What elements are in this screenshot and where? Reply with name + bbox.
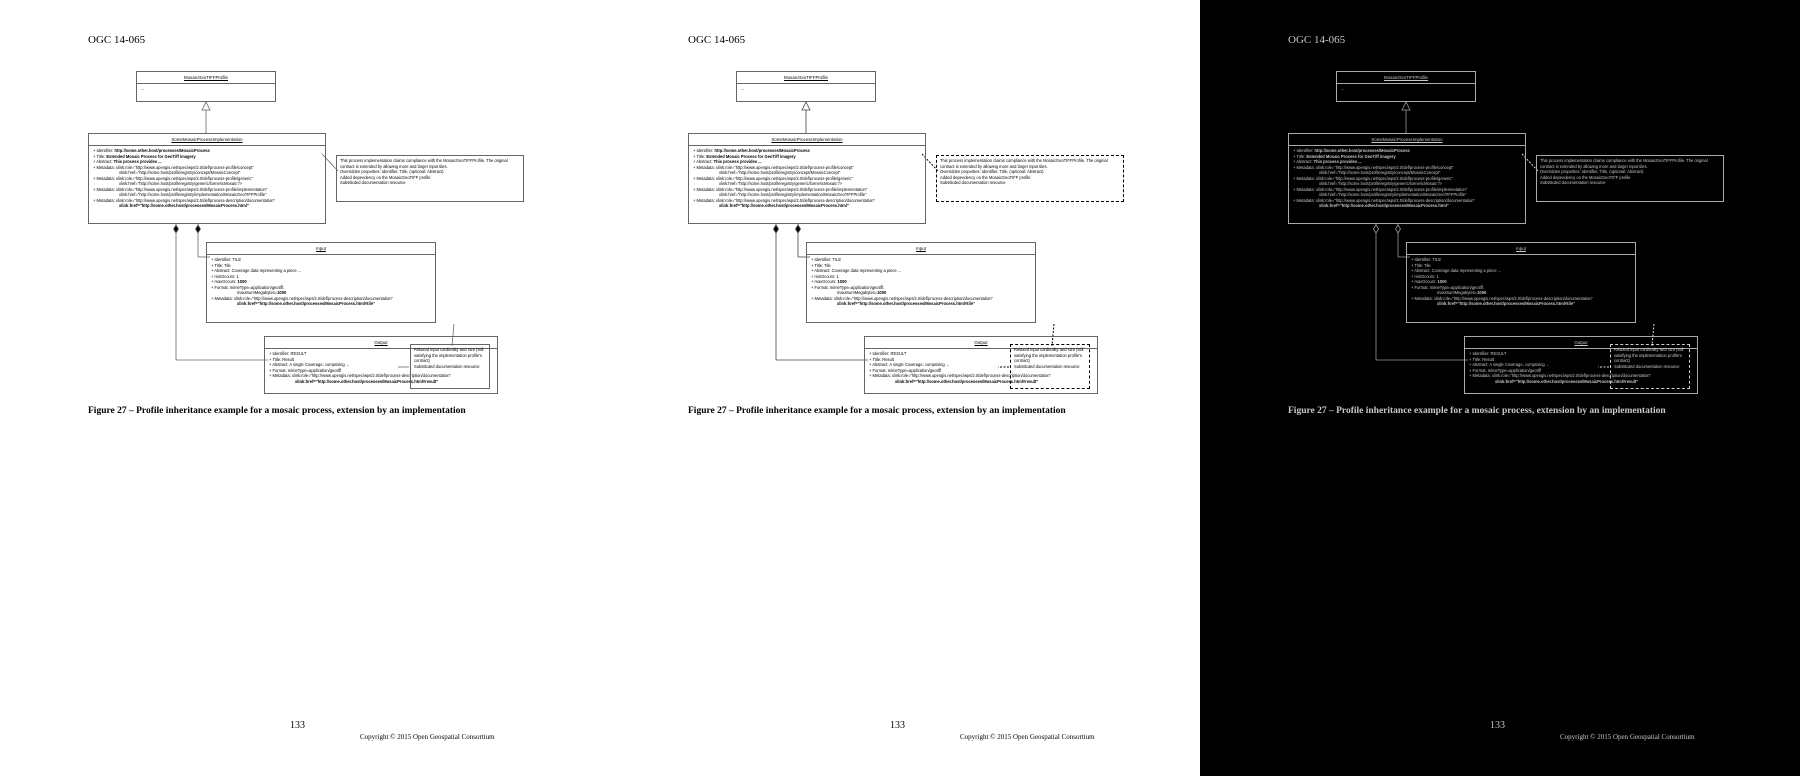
attribute-text: + Metadata: xlink:role="http://www.opengis.net/spec/wps/2.0/def/process-description/documentation"	[93, 197, 275, 203]
attribute-value: http://some.other.host/processes/MosaicProcess	[1314, 148, 1410, 153]
compliance-note	[336, 155, 524, 202]
attribute-text: + Title: Result	[869, 356, 894, 362]
input-class-body	[807, 255, 1035, 309]
note-line: Added dependency on the MosaicGeoTIFF profile	[340, 174, 431, 180]
uml-diagram	[84, 66, 514, 406]
figure-caption: Figure 27 – Profile inheritance example for a mosaic process, extension by an implementation	[88, 406, 466, 416]
attribute-text: + Metadata: xlink:role="http://www.opengis.net/spec/wps/2.0/def/process-description/documentation"	[1293, 197, 1475, 203]
attribute-value: Extended Mosaic Process for GeoTiff imagery	[1306, 153, 1396, 159]
compliance-note	[936, 155, 1124, 202]
attribute-text: xlink:href="http://some.host/profileregistry/concept/MosaicConcept"	[119, 170, 241, 175]
input-class-title: Input	[1407, 243, 1635, 255]
attribute-text: + Identifier: TILE	[1411, 257, 1442, 262]
attribute-text: + Title:	[93, 153, 107, 159]
note-line: This process implementation claims compliance with the MosaicGeoTIFFProfile. The original contract is extended by allowing more and larger input tiles.	[1540, 158, 1708, 169]
class-attribute-line	[811, 301, 1031, 307]
attribute-text: + Title: Result	[269, 356, 294, 362]
attribute-text: + maxOccurs:	[1411, 279, 1438, 284]
page-header: OGC 14-065	[1288, 34, 1346, 46]
profile-class-title: MosaicGeoTIFFProfile	[137, 72, 275, 84]
note-line: Added dependency on the MosaicGeoTIFF profile	[1540, 174, 1631, 180]
implementation-class-title: SomeMosaicProcessImplementation	[1289, 134, 1525, 146]
attribute-text: + Identifier:	[693, 148, 715, 153]
relaxed-input-note	[410, 344, 490, 389]
attribute-value: xlink:href="http://some.other.host/processes/MosaicProcess.html#tile"	[837, 301, 975, 306]
attribute-text: xlink:href="http://some.host/profileregistry/generic/GenericMosaic"/>	[1319, 181, 1443, 186]
attribute-value: 1000	[237, 279, 247, 284]
page-number: 133	[1490, 720, 1505, 731]
note-line: Overridden properties: Identifier, Title, (optional: Abstract)	[340, 169, 444, 174]
page-header: OGC 14-065	[88, 34, 146, 46]
attribute-value: 1000	[877, 290, 887, 295]
attribute-text: + Metadata: xlink:role="http://www.opengis.net/spec/wps/2.0/def/process-description/documentation"	[811, 295, 993, 301]
note-line: Relaxed input cardinality and size (still satisfying the implementation profile's contract)	[414, 347, 484, 363]
page-number: 133	[290, 720, 305, 731]
attribute-text: + Abstract: A single Coverage, comprising ...	[869, 362, 950, 367]
input-class-body	[1407, 255, 1635, 309]
attribute-text: + Metadata: xlink:role="http://www.opengis.net/spec/wps/2.0/def/process-description/documentation"	[1469, 373, 1651, 378]
attribute-value: http://some.other.host/processes/MosaicProcess	[114, 148, 210, 153]
attribute-text: + Identifier: RESULT	[1469, 351, 1507, 356]
page-number: 133	[890, 720, 905, 731]
copyright: Copyright © 2015 Open Geospatial Consortium	[1560, 733, 1695, 741]
copyright: Copyright © 2015 Open Geospatial Consortium	[960, 733, 1095, 741]
note-line: Substituted documentation resource	[1540, 180, 1606, 185]
attribute-text: + Title:	[1293, 153, 1307, 159]
profile-class-title: MosaicGeoTIFFProfile	[1337, 72, 1475, 84]
compliance-note	[1536, 155, 1724, 202]
attribute-value: http://some.other.host/processes/MosaicProcess	[714, 148, 810, 153]
attribute-value: xlink:href="http://some.other.host/processes/MosaicProcess.html#result"	[1495, 378, 1639, 384]
class-attribute-line	[1411, 301, 1631, 307]
attribute-text: + Format: mimeType=application/geotiff,	[211, 284, 284, 290]
note-line: Overridden properties: Identifier, Title, (optional: Abstract)	[1540, 169, 1644, 174]
input-class-body	[207, 255, 435, 309]
attribute-text: xlink:href="http://some.host/profileregistry/generic/GenericMosaic"/>	[119, 181, 243, 186]
attribute-value: xlink:href="http://some.other.host/processes/MosaicProcess.html#tile"	[237, 301, 375, 306]
page-panel-original	[0, 0, 600, 776]
implementation-class-box	[88, 133, 326, 224]
attribute-value: 1000	[277, 290, 287, 295]
note-line: Substituted documentation resource	[414, 363, 480, 369]
attribute-text: + Format: mimeType=application/geotiff	[869, 367, 941, 373]
implementation-class-box	[688, 133, 926, 224]
attribute-text: maximumMegabytes=	[837, 290, 878, 295]
attribute-text: + minOccurs: 1	[811, 273, 839, 279]
attribute-text: + Title: Tile	[1411, 262, 1431, 268]
attribute-text: + Metadata: xlink:role="http://www.opengis.net/spec/wps/2.0/def/process-profile/concept"	[1293, 164, 1454, 170]
uml-diagram	[684, 66, 1114, 406]
page-header: OGC 14-065	[688, 34, 746, 46]
attribute-text: + Identifier:	[1293, 148, 1315, 153]
attribute-value: Extended Mosaic Process for GeoTiff imagery	[106, 153, 196, 159]
attribute-value: 1000	[1477, 290, 1487, 295]
class-attribute-line	[211, 301, 431, 307]
profile-class-body: ...	[741, 86, 745, 91]
note-line: Relaxed input cardinality and size (still satisfying the implementation profile's contract)	[1614, 347, 1684, 363]
output-class-title: Output	[265, 337, 497, 349]
attribute-text: + Abstract: Coverage data representing a piece ...	[211, 268, 302, 273]
attribute-text: + Metadata: xlink:role="http://www.opengis.net/spec/wps/2.0/def/process-description/documentation"	[269, 373, 451, 378]
attribute-text: + minOccurs: 1	[211, 273, 239, 279]
attribute-text: + Metadata: xlink:role="http://www.opengis.net/spec/wps/2.0/def/process-description/documentation"	[693, 197, 875, 203]
attribute-text: + Metadata: xlink:role="http://www.opengis.net/spec/wps/2.0/def/process-profile/generic"	[93, 175, 253, 181]
attribute-value: 1000	[1437, 279, 1447, 284]
attribute-text: + Metadata: xlink:role="http://www.opengis.net/spec/wps/2.0/def/process-description/documentation"	[869, 373, 1051, 378]
uml-diagram	[1284, 66, 1714, 406]
attribute-text: + Title:	[693, 153, 707, 159]
attribute-text: + Abstract: Coverage data representing a piece ...	[811, 268, 902, 273]
relaxed-input-note	[1610, 344, 1690, 389]
implementation-class-body	[89, 146, 325, 211]
attribute-text: + Abstract:	[93, 159, 114, 164]
attribute-text: + Abstract: Coverage data representing a piece ...	[1411, 268, 1502, 273]
page-panel-reconstruction	[600, 0, 1200, 776]
attribute-text: xlink:href="http://some.host/profileregistry/concept/MosaicConcept"	[1319, 170, 1441, 175]
implementation-class-body	[689, 146, 925, 211]
attribute-text: maximumMegabytes=	[237, 290, 278, 295]
attribute-text: + Identifier: RESULT	[269, 351, 307, 356]
note-line: Relaxed input cardinality and size (still satisfying the implementation profile's contract)	[1014, 347, 1084, 363]
attribute-text: + Format: mimeType=application/geotiff	[269, 367, 341, 373]
attribute-text: + Title: Result	[1469, 356, 1494, 362]
attribute-text: + Title: Tile	[211, 262, 231, 268]
attribute-text: + Metadata: xlink:role="http://www.opengis.net/spec/wps/2.0/def/process-description/documentation"	[211, 295, 393, 301]
note-line: Substituted documentation resource	[1614, 363, 1680, 369]
attribute-text: + Metadata: xlink:role="http://www.opengis.net/spec/wps/2.0/def/process-profile/implementation"	[93, 186, 268, 192]
implementation-class-box	[1288, 133, 1526, 224]
attribute-text: + Metadata: xlink:role="http://www.opengis.net/spec/wps/2.0/def/process-description/documentation"	[1411, 295, 1593, 301]
class-attribute-line	[1293, 203, 1521, 209]
attribute-text: + Identifier:	[93, 148, 115, 153]
figure-caption: Figure 27 – Profile inheritance example for a mosaic process, extension by an implementation	[688, 406, 1066, 416]
attribute-value: xlink:href="http://some.other.host/processes/MosaicProcess.html"	[1319, 203, 1449, 208]
attribute-text: + Abstract:	[1293, 159, 1314, 164]
attribute-text: maximumMegabytes=	[1437, 290, 1478, 295]
input-class-box	[206, 242, 436, 323]
profile-class-box	[136, 71, 276, 102]
attribute-text: + minOccurs: 1	[1411, 273, 1439, 279]
attribute-text: xlink:href="http://some.host/profileregistry/generic/GenericMosaic"/>	[719, 181, 843, 186]
attribute-text: xlink:href="http://some.host/profileregistry/implementation/MosaicGeoTIFFProfile"	[1319, 192, 1467, 197]
attribute-text: + Identifier: TILE	[811, 257, 842, 262]
note-line: This process implementation claims compliance with the MosaicGeoTIFFProfile. The original contract is extended by allowing more and larger input tiles.	[940, 158, 1108, 169]
input-class-box	[1406, 242, 1636, 323]
attribute-text: xlink:href="http://some.host/profileregistry/implementation/MosaicGeoTIFFProfile"	[119, 192, 267, 197]
attribute-value: xlink:href="http://some.other.host/processes/MosaicProcess.html#tile"	[1437, 301, 1575, 306]
implementation-class-title: SomeMosaicProcessImplementation	[89, 134, 325, 146]
note-line: This process implementation claims compliance with the MosaicGeoTIFFProfile. The original contract is extended by allowing more and larger input tiles.	[340, 158, 508, 169]
attribute-value: xlink:href="http://some.other.host/processes/MosaicProcess.html"	[119, 203, 249, 208]
attribute-value: This process provides ...	[713, 159, 762, 164]
class-attribute-line	[93, 203, 321, 209]
note-line: Substituted documentation resource	[940, 180, 1006, 185]
copyright: Copyright © 2015 Open Geospatial Consortium	[360, 733, 495, 741]
attribute-text: xlink:href="http://some.host/profileregistry/concept/MosaicConcept"	[719, 170, 841, 175]
implementation-class-title: SomeMosaicProcessImplementation	[689, 134, 925, 146]
attribute-text: + Identifier: RESULT	[869, 351, 907, 356]
input-class-box	[806, 242, 1036, 323]
attribute-text: + Abstract: A single Coverage, comprising ...	[1469, 362, 1550, 367]
note-line: Added dependency on the MosaicGeoTIFF profile	[940, 174, 1031, 180]
attribute-value: xlink:href="http://some.other.host/processes/MosaicProcess.html#result"	[895, 378, 1039, 384]
attribute-text: + Format: mimeType=application/geotiff,	[1411, 284, 1484, 290]
profile-class-box	[1336, 71, 1476, 102]
attribute-value: xlink:href="http://some.other.host/processes/MosaicProcess.html#result"	[295, 378, 439, 384]
attribute-text: + Identifier: TILE	[211, 257, 242, 262]
class-attribute-line	[693, 203, 921, 209]
note-line: Substituted documentation resource	[340, 180, 406, 185]
attribute-text: + Metadata: xlink:role="http://www.opengis.net/spec/wps/2.0/def/process-profile/concept"	[693, 164, 854, 170]
attribute-text: xlink:href="http://some.host/profileregistry/implementation/MosaicGeoTIFFProfile"	[719, 192, 867, 197]
figure-caption: Figure 27 – Profile inheritance example for a mosaic process, extension by an implementation	[1288, 406, 1666, 416]
output-class-title: Output	[1465, 337, 1697, 349]
note-line: Overridden properties: Identifier, Title, (optional: Abstract)	[940, 169, 1044, 174]
attribute-text: + maxOccurs:	[811, 279, 838, 284]
attribute-text: + Metadata: xlink:role="http://www.opengis.net/spec/wps/2.0/def/process-profile/implementation"	[1293, 186, 1468, 192]
input-class-title: Input	[207, 243, 435, 255]
attribute-text: + Metadata: xlink:role="http://www.opengis.net/spec/wps/2.0/def/process-profile/implementation"	[693, 186, 868, 192]
page-panel-difference	[1200, 0, 1800, 776]
attribute-text: + Metadata: xlink:role="http://www.opengis.net/spec/wps/2.0/def/process-profile/concept"	[93, 164, 254, 170]
attribute-text: + Metadata: xlink:role="http://www.opengis.net/spec/wps/2.0/def/process-profile/generic"	[693, 175, 853, 181]
attribute-text: + Abstract: A single Coverage, comprising ...	[269, 362, 350, 367]
profile-class-body: ...	[141, 86, 145, 91]
attribute-text: + Format: mimeType=application/geotiff	[1469, 367, 1541, 373]
relaxed-input-note	[1010, 344, 1090, 389]
input-class-title: Input	[807, 243, 1035, 255]
attribute-text: + Title: Tile	[811, 262, 831, 268]
attribute-value: 1000	[837, 279, 847, 284]
attribute-value: xlink:href="http://some.other.host/processes/MosaicProcess.html"	[719, 203, 849, 208]
profile-class-title: MosaicGeoTIFFProfile	[737, 72, 875, 84]
note-line: Substituted documentation resource	[1014, 363, 1080, 369]
attribute-value: This process provides ...	[113, 159, 162, 164]
attribute-value: This process provides ...	[1313, 159, 1362, 164]
profile-class-box	[736, 71, 876, 102]
attribute-text: + Abstract:	[693, 159, 714, 164]
attribute-text: + Metadata: xlink:role="http://www.opengis.net/spec/wps/2.0/def/process-profile/generic"	[1293, 175, 1453, 181]
implementation-class-body	[1289, 146, 1525, 211]
profile-class-body: ...	[1341, 86, 1345, 91]
attribute-value: Extended Mosaic Process for GeoTiff imagery	[706, 153, 796, 159]
attribute-text: + maxOccurs:	[211, 279, 238, 284]
attribute-text: + Format: mimeType=application/geotiff,	[811, 284, 884, 290]
output-class-title: Output	[865, 337, 1097, 349]
